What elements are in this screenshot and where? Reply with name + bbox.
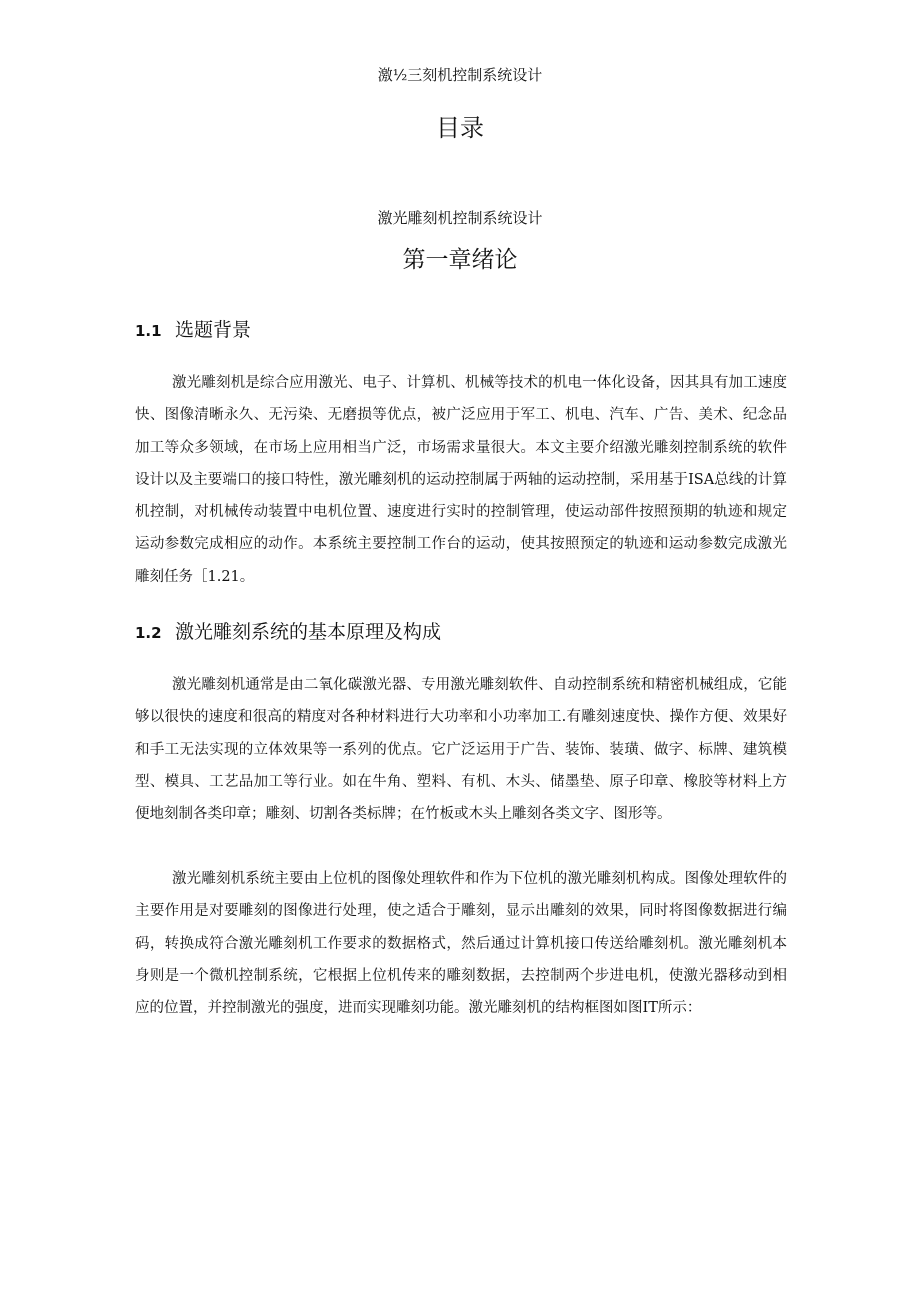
section-number: 1.1 bbox=[135, 322, 162, 340]
section-heading-1-2 bbox=[135, 619, 441, 646]
toc-title: 目录 bbox=[436, 114, 484, 142]
section-title: 激光雕刻系统的基本原理及构成 bbox=[175, 621, 442, 643]
paragraph: 激光雕刻机通常是由二氧化碳激光器、专用激光雕刻软件、自动控制系统和精密机械组成，它能够以很快的速度和很高的精度对各种材料进行大功率和小功率加工.有雕刻速度快、操作方便、效果好和手工无法实现的立体效果等一系列的优点。它广泛运用于广告、装饰、装璜、做字、标牌、建筑模型、模具、工艺品加工等行业。如在牛角、塑料、有机、木头、储墨垫、原子印章、橡胶等材料上方便地刻制各类印章；雕刻、切割各类标牌；在竹板或木头上雕刻各类文字、图形等。 bbox=[135, 677, 787, 823]
paragraph: 激光雕刻机是综合应用激光、电子、计算机、机械等技术的机电一体化设备，因其具有加工速度快、图像清晰永久、无污染、无磨损等优点，被广泛应用于军工、机电、汽车、广告、美术、纪念品加工等众多领域，在市场上应用相当广泛，市场需求量很大。本文主要介绍激光雕刻控制系统的软件设计以及主要端口的接口特性，激光雕刻机的运动控制属于两轴的运动控制，采用基于ISA总线的计算机控制，对机械传动装置中电机位置、速度进行实时的控制管理，使运动部件按照预期的轨迹和规定运动参数完成相应的动作。本系统主要控制工作台的运动，使其按照预定的轨迹和运动参数完成激光雕刻任务［1.21。 bbox=[135, 375, 787, 585]
document-subheader: 激光雕刻机控制系统设计 bbox=[377, 209, 543, 227]
chapter-title: 第一章绪论 bbox=[402, 247, 518, 273]
running-header: 激½三刻机控制系统设计 bbox=[377, 66, 543, 84]
section-heading-1-1 bbox=[135, 317, 251, 344]
paragraph: 激光雕刻机系统主要由上位机的图像处理软件和作为下位机的激光雕刻机构成。图像处理软件的主要作用是对要雕刻的图像进行处理，使之适合于雕刻，显示出雕刻的效果，同时将图像数据进行编码，转换成符合激光雕刻机工作要求的数据格式，然后通过计算机接口传送给雕刻机。激光雕刻机本身则是一个微机控制系统，它根据上位机传来的雕刻数据，去控制两个步进电机，使激光器移动到相应的位置，并控制激光的强度，进而实现雕刻功能。激光雕刻机的结构框图如图IT所示： bbox=[135, 871, 787, 1017]
section-title: 选题背景 bbox=[175, 319, 252, 341]
section-number: 1.2 bbox=[135, 624, 162, 642]
